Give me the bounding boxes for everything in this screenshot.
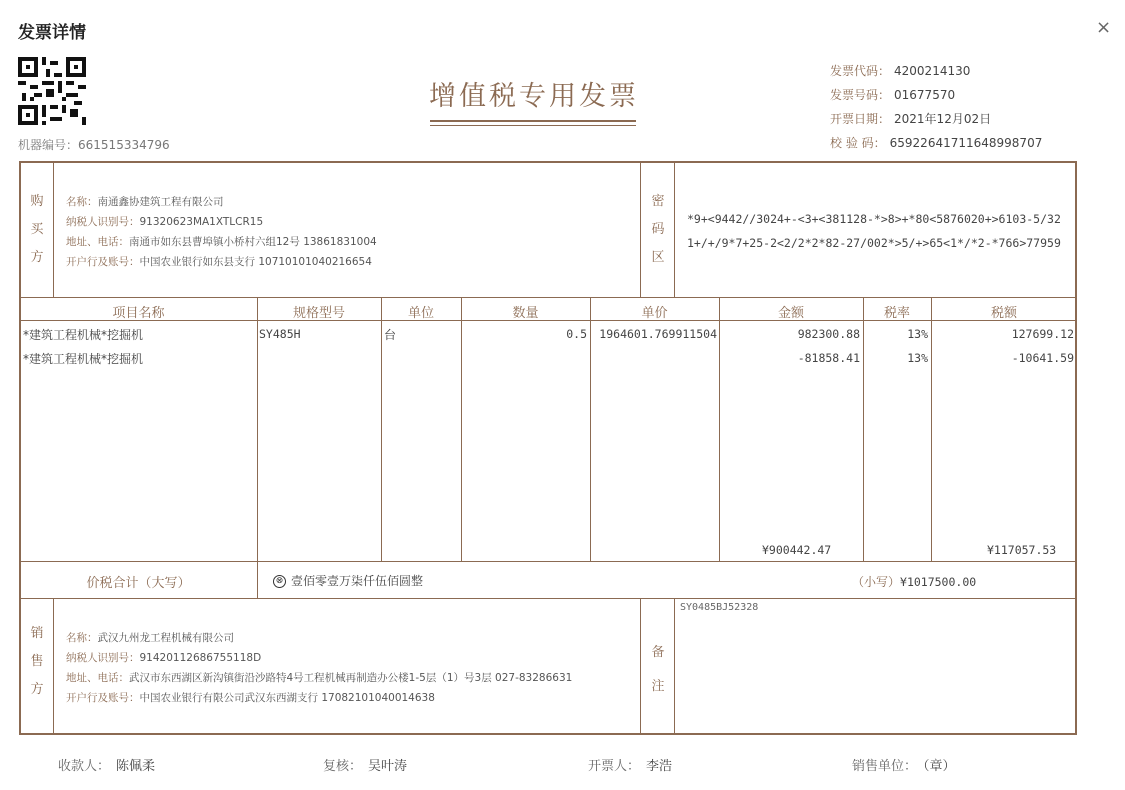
seller-name: 武汉九州龙工程机械有限公司 [97, 632, 234, 644]
header-unit: 单位 [407, 306, 434, 321]
seller-bank: 中国农业银行有限公司武汉东西湖支行 17082101040014638 [139, 692, 435, 704]
payee: 收款人： 陈佩柔 [58, 759, 156, 774]
remarks-section-label: 备 注 [651, 645, 665, 694]
cipher-line: 1+/+/9*7+25-2<2/2*2*82-27/002*>5/+>65<1*/*2-*766>77959 [687, 236, 1061, 250]
row1-tax: 127699.12 [1011, 327, 1074, 341]
tax-total: ¥117057.53 [987, 543, 1057, 557]
reviewer: 复核： 吴叶涛 [323, 759, 408, 774]
reviewer-value: 吴叶涛 [368, 759, 408, 774]
invoice-code: 发票代码： 4200214130 [830, 64, 971, 78]
buyer-address: 南通市如东县曹埠镇小桥村六组12号 13861831004 [129, 236, 377, 248]
machine-number-value: 661515334796 [78, 138, 170, 152]
buyer-bank: 中国农业银行如东县支行 10710101040216654 [139, 256, 372, 268]
buyer-tax-id: 91320623MA1XTLCR15 [139, 216, 264, 228]
row2-tax: -10641.59 [1011, 351, 1074, 365]
machine-number [18, 136, 170, 153]
buyer-section-label: 购 买 方 [30, 194, 44, 265]
dialog-title: 发票详情 [18, 23, 86, 43]
row2-item-name: *建筑工程机械*挖掘机 [23, 352, 144, 366]
invoice-number-value: 01677570 [894, 88, 956, 102]
divider [257, 297, 258, 599]
invoice-date: 开票日期： 2021年12月02日 [830, 112, 992, 126]
header-quantity: 数量 [512, 306, 539, 321]
total-uppercase [273, 572, 423, 589]
row1-unit: 台 [384, 328, 397, 342]
header-tax-rate: 税率 [883, 306, 910, 321]
drawer: 开票人： 李浩 [588, 759, 673, 774]
seller-tax-id: 91420112686755118D [139, 652, 262, 664]
cipher-section-label: 密 码 区 [651, 194, 665, 265]
invoice-code-value: 4200214130 [894, 64, 971, 78]
close-icon[interactable]: × [1096, 17, 1112, 38]
machine-number-label: 机器编号： [18, 138, 79, 152]
seller-unit-value: （章） [923, 759, 956, 774]
total-uppercase-text: 壹佰零壹万柒仟伍佰圆整 [291, 574, 424, 588]
row2-amount: -81858.41 [797, 351, 860, 365]
row1-tax-rate: 13% [907, 327, 928, 341]
cipher-line: *9+<9442//3024+-<3+<381128-*>8>+*80<5876020+>6103-5/32 [687, 212, 1061, 226]
qr-code-icon [18, 57, 86, 125]
buyer-name: 南通鑫协建筑工程有限公司 [97, 196, 224, 208]
seller-info: 名称：武汉九州龙工程机械有限公司 纳税人识别号：91420112686755118D 地址、电话：武汉市东西湖区新沟镇街沿沙路特4号工程机械再制造办公楼1-5层（1）号3层 027-83286631 开户行及账号：中国农业银行有限公司武汉东西湖支行 17082101040014638 [66, 632, 573, 704]
seller-unit: 销售单位： （章） [852, 759, 956, 774]
divider [381, 297, 382, 562]
invoice-date-value: 2021年12月02日 [894, 112, 992, 126]
header-unit-price: 单价 [641, 306, 668, 321]
cipher-text [687, 207, 1061, 255]
row1-amount: 982300.88 [797, 327, 860, 341]
remarks-text: SY0485BJ52328 [680, 602, 759, 613]
payee-value: 陈佩柔 [116, 759, 156, 774]
divider [19, 598, 1077, 599]
title-underline [430, 125, 636, 126]
seller-address: 武汉市东西湖区新沟镇街沿沙路特4号工程机械再制造办公楼1-5层（1）号3层 027-83286631 [129, 672, 573, 684]
total-small: （小写）¥1017500.00 [852, 575, 977, 589]
divider [19, 297, 1077, 298]
drawer-value: 李浩 [646, 759, 673, 774]
row2-tax-rate: 13% [907, 351, 928, 365]
divider [19, 561, 1077, 562]
amount-total: ¥900442.47 [762, 543, 832, 557]
total-small-value: ¥1017500.00 [900, 575, 977, 589]
invoice-number: 发票号码： 01677570 [830, 88, 956, 102]
title-underline [430, 120, 636, 122]
check-code-value: 65922641711648998707 [889, 136, 1043, 150]
check-code: 校 验 码： 65922641711648998707 [830, 136, 1043, 150]
invoice-title: 增值税专用发票 [429, 81, 639, 112]
row1-spec: SY485H [259, 327, 301, 341]
header-tax: 税额 [990, 306, 1017, 321]
header-spec: 规格型号 [292, 306, 345, 321]
header-amount: 金额 [777, 306, 804, 321]
seller-section-label: 销 售 方 [30, 626, 44, 697]
row1-unit-price: 1964601.769911504 [599, 327, 717, 341]
buyer-info: 名称：南通鑫协建筑工程有限公司 纳税人识别号：91320623MA1XTLCR15 地址、电话：南通市如东县曹埠镇小桥村六组12号 13861831004 开户行及账号：中国农业银行如东县支行 10710101040216654 [66, 196, 377, 268]
cross-circle-icon: ⊗ [273, 575, 286, 588]
row1-item-name: *建筑工程机械*挖掘机 [23, 328, 144, 342]
total-label: 价税合计（大写） [86, 576, 191, 591]
row1-quantity: 0.5 [566, 327, 587, 341]
header-item-name: 项目名称 [112, 306, 165, 321]
